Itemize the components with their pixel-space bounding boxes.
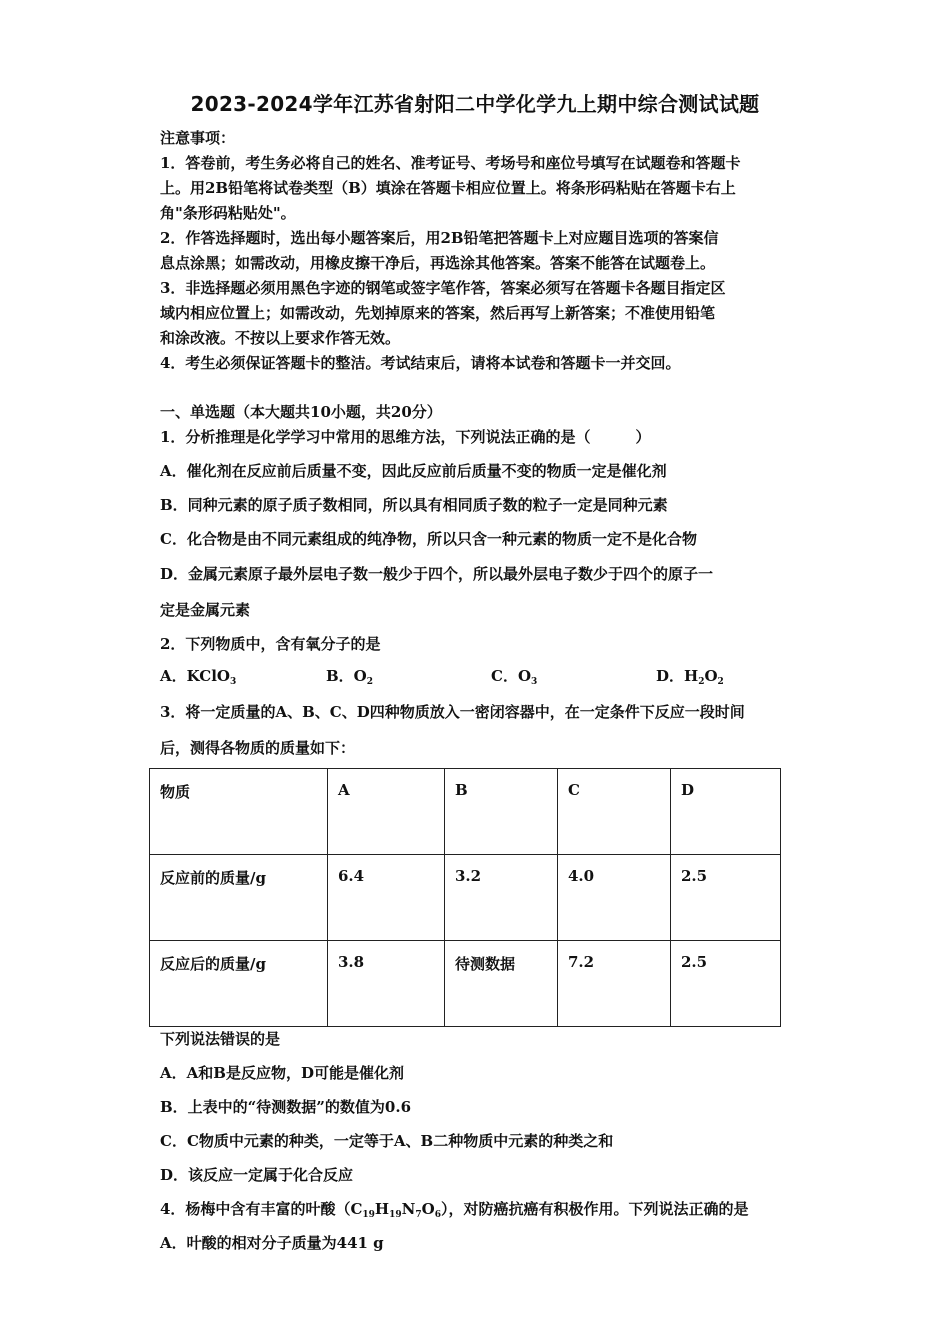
table-cell: 反应前的质量/g [150,855,328,941]
q3-option-a: A．A和B是反应物，D可能是催化剂 [160,1064,404,1082]
q2-option-a: A．KClO$_3$ [160,667,237,687]
table-header-row [150,769,781,855]
question-3-stem-continued: 后，测得各物质的质量如下： [160,739,356,757]
notice-line: 3．非选择题必须用黑色字迹的钢笔或签字笔作答，答案必须写在答题卡各题目指定区 [160,279,726,297]
notice-line: 域内相应位置上；如需改动，先划掉原来的答案，然后再写上新答案；不准使用铅笔 [160,304,716,322]
section-heading: 一、单选题（本大题共10小题，共20分） [160,403,442,421]
question-3-stem: 3．将一定质量的A、B、C、D四种物质放入一密闭容器中，在一定条件下反应一段时间 [160,703,745,721]
question-4-stem: 4．杨梅中含有丰富的叶酸$(C_{19}H_{19}N_7O_6)$，对防癌抗癌有积极作用。下列说法正确的是 [160,1200,749,1220]
q2-option-c: C．$O_3$ [491,667,538,687]
q1-option-d-continued: 定是金属元素 [160,601,251,619]
page-title: 2023-2024学年江苏省射阳二中学化学九上期中综合测试试题 [190,92,760,116]
table-cell: 6.4 [328,855,445,941]
q1-option-b: B．同种元素的原子质子数相同，所以具有相同质子数的粒子一定是同种元素 [160,496,668,514]
question-3-follow: 下列说法错误的是 [160,1030,281,1048]
notice-line: 息点涂黑；如需改动，用橡皮擦干净后，再选涂其他答案。答案不能答在试题卷上。 [160,254,716,272]
table-cell: 3.2 [445,855,558,941]
q1-option-a: A．催化剂在反应前后质量不变，因此反应前后质量不变的物质一定是催化剂 [160,462,667,480]
notice-line: 和涂改液。不按以上要求作答无效。 [160,329,401,347]
table-cell: 物质 [150,769,328,855]
q2-option-d: D．$H_2O_2$ [656,667,724,687]
notice-heading: 注意事项： [160,129,236,147]
table-cell: 4.0 [558,855,671,941]
table-cell: A [328,769,445,855]
notice-line: 角"条形码粘贴处"。 [160,204,296,222]
q3-option-c: C．C物质中元素的种类，一定等于A、B二种物质中元素的种类之和 [160,1132,614,1150]
table-cell: C [558,769,671,855]
table-cell: 反应后的质量/g [150,941,328,1027]
q4-option-a: A．叶酸的相对分子质量为441 g [160,1234,384,1252]
table-cell: B [445,769,558,855]
q1-option-d: D．金属元素原子最外层电子数一般少于四个，所以最外层电子数少于四个的原子一 [160,565,714,583]
table-cell: 待测数据 [445,941,558,1027]
table-cell: 2.5 [671,941,781,1027]
notice-line: 上。用2B铅笔将试卷类型（B）填涂在答题卡相应位置上。将条形码粘贴在答题卡右上 [160,179,736,197]
table-cell: 3.8 [328,941,445,1027]
q1-option-c: C．化合物是由不同元素组成的纯净物，所以只含一种元素的物质一定不是化合物 [160,530,697,548]
question-2-stem: 2．下列物质中，含有氧分子的是 [160,635,381,653]
mass-table [149,768,781,1027]
table-cell: 7.2 [558,941,671,1027]
notice-line: 4．考生必须保证答题卡的整洁。考试结束后，请将本试卷和答题卡一并交回。 [160,354,681,372]
table-row [150,855,781,941]
question-1-stem: 1．分析推理是化学学习中常用的思维方法，下列说法正确的是（ ） [160,428,651,446]
table-row [150,941,781,1027]
notice-line: 1．答卷前，考生务必将自己的姓名、准考证号、考场号和座位号填写在试题卷和答题卡 [160,154,741,172]
q3-option-b: B．上表中的“待测数据”的数值为0.6 [160,1098,412,1116]
table-cell: 2.5 [671,855,781,941]
q2-option-b: B．$O_2$ [326,667,374,687]
table-cell: D [671,769,781,855]
q3-option-d: D．该反应一定属于化合反应 [160,1166,354,1184]
notice-line: 2．作答选择题时，选出每小题答案后，用2B铅笔把答题卡上对应题目选项的答案信 [160,229,719,247]
